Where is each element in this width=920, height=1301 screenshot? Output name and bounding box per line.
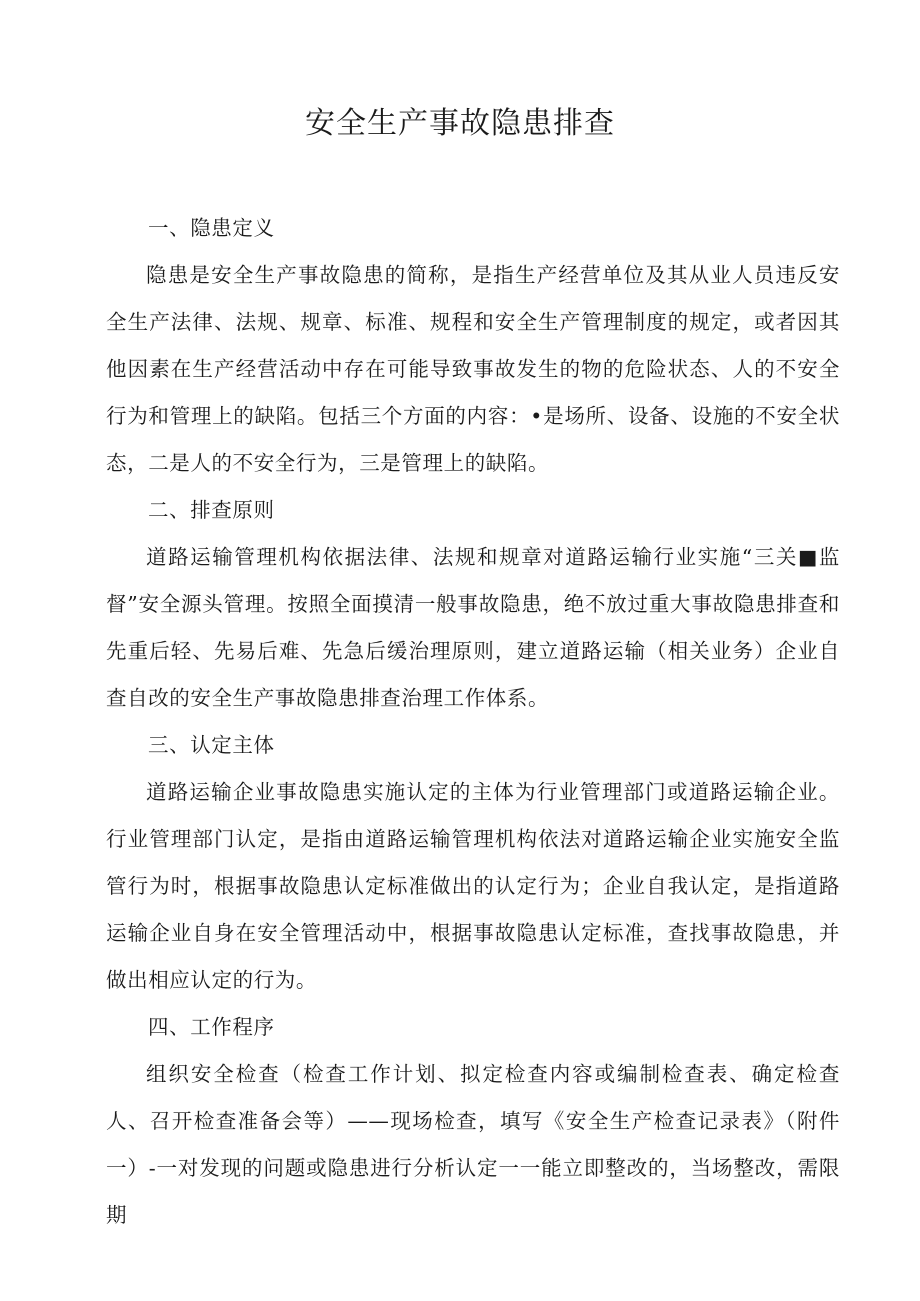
section-heading-identification-subject: 三、认定主体: [148, 733, 275, 757]
section-heading-hazard-definition: 一、隐患定义: [148, 216, 275, 240]
section-paragraph-hazard-definition: 隐患是安全生产事故隐患的简称，是指生产经营单位及其从业人员违反安全生产法律、法规、规章、标准、规程和安全生产管理制度的规定，或者因其他因素在生产经营活动中存在可能导致事故发生的物的危险状态、人的不安全行为和管理上的缺陷。包括三个方面的内容：•是场所、设备、设施的不安全状态，二是人的不安全行为，三是管理上的缺陷。: [106, 263, 840, 475]
document-body: [106, 205, 840, 1239]
section-heading-work-procedure: 四、工作程序: [148, 1015, 275, 1039]
section-heading-inspection-principles: 二、排查原则: [148, 498, 275, 522]
section-paragraph-identification-subject: 道路运输企业事故隐患实施认定的主体为行业管理部门或道路运输企业。行业管理部门认定，是指由道路运输管理机构依法对道路运输企业实施安全监管行为时，根据事故隐患认定标准做出的认定行为；企业自我认定，是指道路运输企业自身在安全管理活动中，根据事故隐患认定标准，查找事故隐患，并做出相应认定的行为。: [106, 780, 840, 992]
section-paragraph-work-procedure: 组织安全检查（检查工作计划、拟定检查内容或编制检查表、确定检查人、召开检查准备会等）——现场检查，填写《安全生产检查记录表》（附件一）-一对发现的问题或隐患进行分析认定一一能立即整改的，当场整改，需限期: [106, 1062, 840, 1227]
document-title: 安全生产事故隐患排查: [305, 106, 615, 141]
section-paragraph-inspection-principles: 道路运输管理机构依据法律、法规和规章对道路运输行业实施“三关■监督”安全源头管理。按照全面摸清一般事故隐患，绝不放过重大事故隐患排查和先重后轻、先易后难、先急后缓治理原则，建立道路运输（相关业务）企业自查自改的安全生产事故隐患排查治理工作体系。: [106, 545, 840, 710]
